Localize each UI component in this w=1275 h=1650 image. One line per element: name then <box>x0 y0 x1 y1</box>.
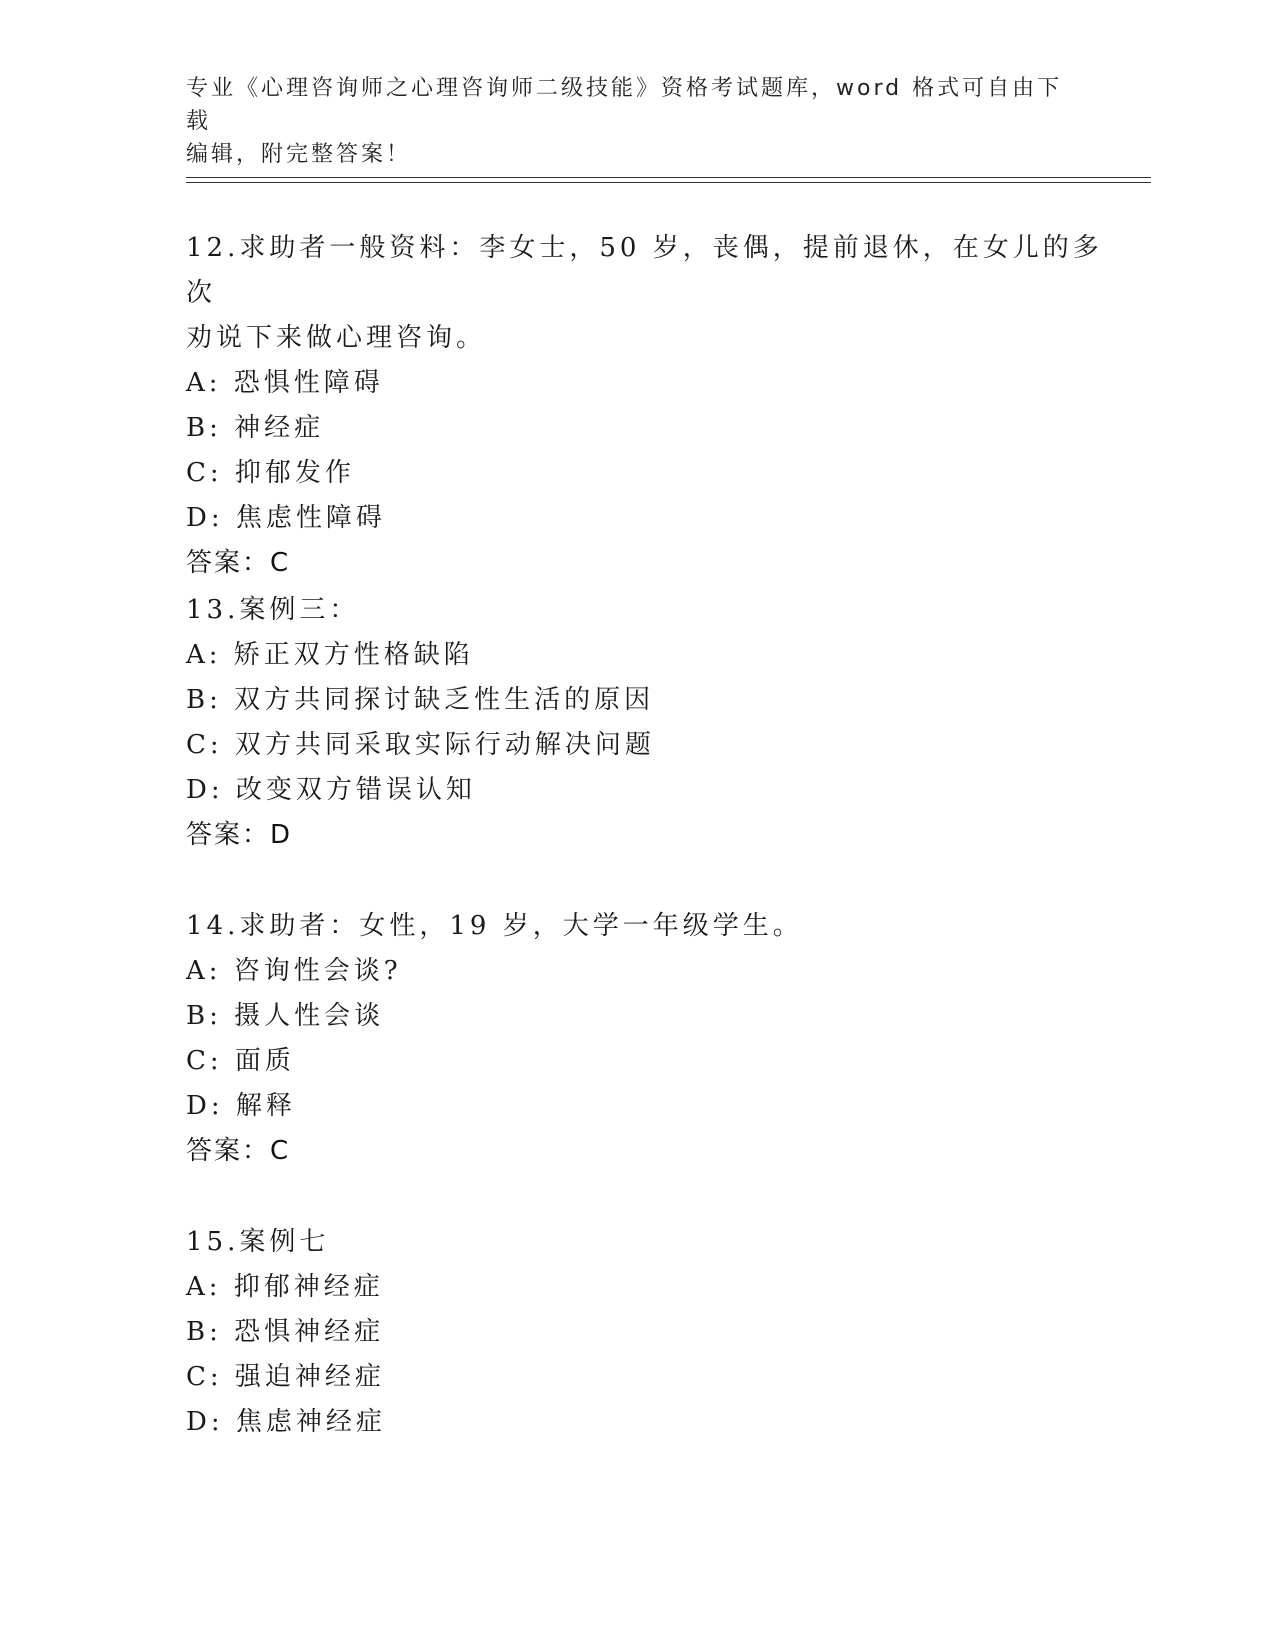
option-c: C: 双方共同采取实际行动解决问题 <box>186 730 655 760</box>
answer: 答案：D <box>186 820 293 850</box>
option-b: B: 双方共同探讨缺乏性生活的原因 <box>186 685 655 715</box>
question-13 <box>186 588 1106 858</box>
option-a: A: 矫正双方性格缺陷 <box>186 640 474 670</box>
question-14 <box>186 904 1106 1174</box>
option-a: A: 抑郁神经症 <box>186 1272 384 1302</box>
question-stem: 14.求助者：女性，19 岁，大学一年级学生。 <box>186 911 803 941</box>
question-stem: 15.案例七 <box>186 1227 330 1257</box>
option-c: C: 抑郁发作 <box>186 458 355 488</box>
header-divider-bottom <box>186 182 1151 183</box>
question-15 <box>186 1220 1106 1445</box>
question-stem: 12.求助者一般资料：李女士，50 岁，丧偶，提前退休，在女儿的多次 <box>186 233 1103 308</box>
question-stem: 13.案例三： <box>186 595 360 625</box>
header-line-2: 编辑，附完整答案！ <box>186 142 412 167</box>
option-a: A: 咨询性会谈? <box>186 956 402 986</box>
header-divider-top <box>186 177 1151 178</box>
question-stem-continued: 劝说下来做心理咨询。 <box>186 323 487 353</box>
option-d: D: 改变双方错误认知 <box>186 775 476 805</box>
question-12 <box>186 226 1106 586</box>
option-d: D: 焦虑性障碍 <box>186 503 386 533</box>
option-d: D: 解释 <box>186 1091 296 1121</box>
option-c: C: 强迫神经症 <box>186 1362 385 1392</box>
option-d: D: 焦虑神经症 <box>186 1407 386 1437</box>
answer: 答案：C <box>186 548 291 578</box>
option-b: B: 摄人性会谈 <box>186 1001 385 1031</box>
option-b: B: 恐惧神经症 <box>186 1317 385 1347</box>
option-b: B: 神经症 <box>186 413 325 443</box>
header-line-1: 专业《心理咨询师之心理咨询师二级技能》资格考试题库，word 格式可自由下载 <box>186 76 1063 134</box>
document-header <box>186 72 1086 171</box>
option-a: A: 恐惧性障碍 <box>186 368 384 398</box>
option-c: C: 面质 <box>186 1046 295 1076</box>
answer: 答案：C <box>186 1136 291 1166</box>
